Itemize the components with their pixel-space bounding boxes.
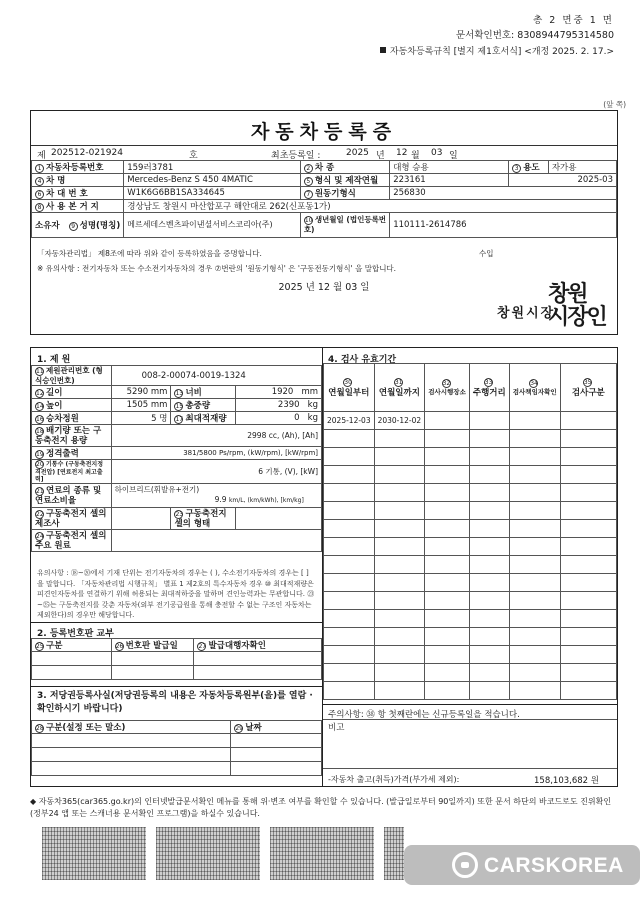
- title-divider: [31, 145, 617, 146]
- table-row: [32, 748, 322, 762]
- plate-table: [31, 638, 322, 680]
- plate-agent-label: 발급대행자확인: [208, 641, 266, 651]
- lien-table: [31, 720, 322, 776]
- battery-form-label: 구동축전지 셀의 형태: [174, 508, 227, 529]
- spec-section-title: 1. 제 원: [37, 355, 71, 365]
- insp-header-mileage: 주행거리: [472, 387, 506, 398]
- table-row: 19 정격출력 381/5800 Ps/rpm, (kW/rpm), [kW/rpm]: [32, 447, 322, 460]
- width-unit: mm: [301, 387, 318, 397]
- length-label: 길이: [46, 388, 63, 398]
- doc-number-label: 문서확인번호:: [455, 30, 515, 41]
- battery-form: [236, 508, 322, 530]
- table-row: 6 차 대 번 호 W1K6G6BB1SA334645 7 원동기형식 256830: [32, 187, 617, 200]
- type-label: 차 종: [314, 163, 335, 173]
- table-row: 20 기통수 (구동축전지정격전압) [연료전지 최고출력] 6 기통, (V), [kW]: [32, 460, 322, 484]
- table-row: [324, 628, 617, 646]
- table-row: [32, 762, 322, 776]
- table-row: 16 승차정원 5 명 17 최대적재량 0 kg: [32, 412, 322, 425]
- table-row: 4 차 명 Mercedes-Benz S 450 4MATIC 5 형식 및 제작연월 223161 2025-03: [32, 174, 617, 187]
- cert-no-prefix: 제: [37, 151, 46, 161]
- width-value: 1920: [271, 387, 294, 397]
- month-unit: 월: [411, 151, 420, 161]
- battery-maker-label: 구동축전지 셀의 제조사: [35, 508, 107, 529]
- table-row: 11 제원관리번호 (형식승인번호) 008-2-00074-0019-1324: [32, 366, 322, 386]
- table-row: [32, 734, 322, 748]
- width-label: 너비: [185, 388, 202, 398]
- doc-number-line: [456, 27, 614, 41]
- table-row: [324, 484, 617, 502]
- plate-number: 159러3781: [124, 161, 301, 174]
- owner-birth: 110111-2614786: [390, 213, 617, 238]
- load-unit: kg: [307, 413, 318, 423]
- insp-header-kind: 검사구분: [571, 387, 605, 398]
- table-row: [324, 592, 617, 610]
- barcode-3: [270, 827, 374, 880]
- table-row: 28 구분(설정 또는 말소) 29 날짜: [32, 721, 322, 734]
- first-reg-label: 최초등록일 :: [271, 151, 321, 161]
- cylinder-unit: 기통, (V), [kW]: [265, 467, 318, 476]
- barcode-4: [384, 827, 404, 880]
- table-row: [324, 502, 617, 520]
- table-row: [32, 652, 322, 666]
- spec-table: [31, 365, 322, 552]
- cylinder-label: 기통수 (구동축전지정격전압) [연료전지 최고출력]: [35, 461, 103, 483]
- plate-section-title: 2. 등록번호판 교부: [37, 629, 114, 639]
- lien-section-title: 3. 저당권등록사실(저당권등록의 내용은 자동차등록원부(을)를 열람 · 확인하시기 바랍니다): [37, 691, 313, 714]
- table-row: 1 자동차등록번호 159러3781 2 차 종 대형 승용 3 용도 자가용: [32, 161, 617, 174]
- issuer-name: 창원시장: [497, 306, 556, 321]
- plate-kind-label: 구분: [46, 641, 63, 651]
- insp-to: 2030-12-02: [374, 412, 425, 430]
- insp-from: 2025-12-03: [324, 412, 375, 430]
- table-row: 25 구분 26 번호판 발급일 27 발급대행자확인: [32, 639, 322, 652]
- vin: W1K6G6BB1SA334645: [124, 187, 301, 200]
- barcode-1: [42, 827, 146, 880]
- price-unit: 원: [590, 776, 599, 786]
- seats-label: 승차정원: [46, 414, 79, 424]
- displacement-value: 2998: [247, 431, 267, 440]
- battery-material: [111, 530, 321, 552]
- plate-label: 자동차등록번호: [46, 163, 104, 173]
- length-unit: mm: [150, 387, 168, 397]
- model-date: 2025-03: [509, 174, 617, 187]
- model-code: 223161: [390, 174, 509, 187]
- battery-material-label: 구동축전지 셀의 주요 원료: [35, 530, 107, 551]
- model-label: 형식 및 제작연월: [314, 176, 379, 186]
- load-value: 0: [294, 413, 300, 423]
- inspection-section-title: 4. 검사 유효기간: [328, 355, 397, 365]
- table-row: [324, 430, 617, 448]
- table-row: [324, 412, 617, 430]
- length-value: 5290: [126, 387, 149, 397]
- insp-header-inspector: 검사책임자확인: [512, 388, 557, 396]
- cert-no: 202512-021924: [51, 148, 123, 158]
- issue-date: 2025 년 12 월 03 일: [278, 282, 370, 293]
- year-unit: 년: [376, 151, 385, 161]
- brand-name: CARSKOREA: [484, 854, 624, 877]
- use-label: 용도: [523, 163, 540, 173]
- vehicle-use: 자가용: [548, 161, 616, 174]
- side-label: (앞 쪽): [603, 100, 626, 109]
- day-unit: 일: [449, 151, 458, 161]
- fuel-label: 연료의 종류 및 연료소비율: [35, 485, 102, 506]
- owner-name-label: 성명(명칭): [79, 221, 121, 231]
- power-label: 정격출력: [46, 449, 79, 459]
- page-title: 자동차등록증: [250, 121, 398, 143]
- displacement-unit: cc, (Ah), [Ah]: [268, 431, 318, 440]
- insp-header-place: 검사시행장소: [428, 388, 466, 396]
- table-row: [324, 664, 617, 682]
- vehicle-name: Mercedes-Benz S 450 4MATIC: [124, 174, 301, 187]
- inspection-note: 주의사항: ㊳ 항 첫째란에는 신규등록일을 적습니다.: [328, 710, 520, 720]
- cylinder-value: 6: [258, 467, 263, 476]
- barcode-2: [156, 827, 260, 880]
- fuel-type: 하이브리드(휘발유+전기): [114, 485, 200, 494]
- approval-number: 008-2-00074-0019-1324: [111, 366, 321, 386]
- verification-note: ◆ 자동차365(car365.go.kr)의 인터넷발급문서확인 메뉴를 통해 위·변조 여부를 확인할 수 있습니다. (발급일로부터 90일까지) 또한 문서 하단의 바코드로도 진위확인(정부24 앱 또는 스캐너용 문서확인 프로그램)을 하실수 있습니다.: [30, 797, 612, 818]
- first-reg-day: 03: [431, 148, 443, 158]
- table-row: 24 구동축전지 셀의 주요 원료: [32, 530, 322, 552]
- square-bullet-icon: [380, 47, 386, 53]
- price-value: 158,103,682: [534, 776, 589, 786]
- vehicle-type: 대형 승용: [390, 161, 509, 174]
- owner-label: 소유자: [35, 221, 60, 231]
- load-label: 최대적재량: [185, 414, 227, 424]
- lien-kind-label: 구분(설정 또는 말소): [46, 723, 126, 733]
- owner-birth-label: 생년월일 (법인등록번호): [303, 215, 387, 234]
- location-label: 사 용 본 거 지: [46, 202, 99, 212]
- first-reg-month: 12: [396, 148, 408, 158]
- table-row: [324, 682, 617, 700]
- notice-text: ※ 유의사항 : 전기자동차 또는 수소전기자동차의 경우 ⑦번란의 '원동기형식' 은 '구동전동기형식' 을 말합니다.: [37, 264, 397, 273]
- table-row: [324, 538, 617, 556]
- first-reg-year: 2025: [346, 148, 369, 158]
- inspection-table: [323, 363, 617, 700]
- spec-remark: 유의사항 : ⑱~⑳에서 기재 단위는 전기자동차의 경우는 ( ), 수소전기자동차의 경우는 [ ]을 말합니다. 「자동차관리법 시행규칙」 별표 1 제2호의 특수자동차 경우 ⑩ 최대적재량은 피견인자동차를 연결하기 위해 허용되는 최대적하중을 말하며 견인능력과는 무관합니다. ㉓~㉕는 구동축전지를 갖춘 자동차(외부 전기공급원을 통해 충전할 수 없는 구조인 자동차는 제외한다)의 경우만 해당합니다.: [37, 569, 315, 619]
- regulation-line: [380, 44, 614, 57]
- lien-date-label: 날짜: [245, 723, 262, 733]
- power-unit: Ps/rpm, (kW/rpm), [kW/rpm]: [218, 449, 318, 457]
- plate-date-label: 번호판 발급일: [125, 641, 178, 651]
- table-row: [324, 520, 617, 538]
- brand-watermark: [404, 845, 640, 885]
- owner-name: 메르세데스벤츠파이낸셜서비스코리아(주): [124, 213, 301, 238]
- certificate-box: [30, 110, 618, 335]
- gross-label: 총중량: [185, 401, 211, 411]
- height-unit: mm: [150, 400, 168, 410]
- table-row: [324, 610, 617, 628]
- car-logo-icon: [452, 852, 478, 878]
- table-row: 14 높이 1505 mm 15 총중량 2390 kg: [32, 399, 322, 412]
- engine-label: 원동기형식: [314, 189, 356, 199]
- fuel-efficiency: 9.9: [214, 495, 227, 504]
- displacement-label: 배기량 또는 구동축전지 용량: [35, 425, 102, 446]
- table-row: 22 구동축전지 셀의 제조사 23 구동축전지 셀의 형태: [32, 508, 322, 530]
- table-row: [324, 448, 617, 466]
- height-label: 높이: [46, 401, 63, 411]
- table-row: [324, 646, 617, 664]
- remark-label: 비고: [328, 723, 345, 733]
- table-row: 18 배기량 또는 구동축전지 용량 2998 cc, (Ah), [Ah]: [32, 425, 322, 447]
- fuel-unit: km/L, (km/kWh), [km/kg]: [228, 497, 304, 504]
- engine-type: 256830: [390, 187, 617, 200]
- table-row: 21 연료의 종류 및 연료소비율 하이브리드(휘발유+전기) 9.9 km/L, (km/kWh), [km/kg]: [32, 484, 322, 508]
- registration-number-row: [31, 147, 617, 160]
- table-row: 소유자 9 성명(명칭) 메르세데스벤츠파이낸셜서비스코리아(주) 10 생년월일 (법인등록번호) 110111-2614786: [32, 213, 617, 238]
- battery-maker: [111, 508, 171, 530]
- table-row: 12 길이 5290 mm 13 너비 1920 mm: [32, 386, 322, 399]
- seats-unit: 명: [159, 414, 168, 424]
- name-label: 차 명: [46, 176, 66, 186]
- power-value: 381/5800: [183, 449, 217, 457]
- table-row: 8 사 용 본 거 지 경상남도 창원시 마산합포구 해안대로 262(신포동1가): [32, 200, 617, 213]
- vin-label: 차 대 번 호: [46, 189, 88, 199]
- table-row: [324, 466, 617, 484]
- height-value: 1505: [126, 400, 149, 410]
- certify-text: 「자동차관리법」 제8조에 따라 위와 같이 등록하였음을 증명합니다.: [37, 249, 262, 258]
- location: 경상남도 창원시 마산합포구 해안대로 262(신포동1가): [124, 200, 617, 213]
- verification-text: 자동차365(car365.go.kr)의 인터넷발급문서확인 메뉴를 통해 위·변조 여부를 확인할 수 있습니다. (발급일로부터 90일까지) 또한 문서 하단의 바코드로도 진위확인(정부24 앱 또는 스캐너용 문서확인 프로그램)을 하실수 있습니다.: [30, 797, 612, 818]
- detail-box: [30, 347, 618, 787]
- table-row: [324, 574, 617, 592]
- fee-text: 수입: [479, 249, 494, 258]
- doc-number: 8308944795314580: [517, 30, 614, 41]
- price-line: [534, 774, 599, 786]
- insp-header-to: 연월일까지: [378, 387, 420, 398]
- approval-label: 제원관리번호 (형식승인번호): [35, 366, 103, 385]
- gross-unit: kg: [307, 400, 318, 410]
- page-info: 총 2 면중 1 면: [533, 15, 614, 26]
- regulation-text: 자동차등록규칙 [별지 제1호서식] <개정 2025. 2. 17.>: [389, 47, 614, 57]
- gross-value: 2390: [277, 400, 300, 410]
- vehicle-info-table: [31, 160, 617, 238]
- cert-no-suffix: 호: [189, 151, 198, 161]
- table-row: 30 연월일부터 31 연월일까지 32 검사시행장소 33 주행거리 34 검사책임자확인 35 검사구분: [324, 364, 617, 412]
- insp-header-from: 연월일부터: [328, 387, 370, 398]
- official-seal: 창원 시장인: [548, 281, 606, 330]
- price-label: -자동차 출고(취득)가격(부가세 제외):: [328, 775, 460, 784]
- table-row: [32, 666, 322, 680]
- table-row: [324, 556, 617, 574]
- seats-value: 5: [151, 414, 157, 424]
